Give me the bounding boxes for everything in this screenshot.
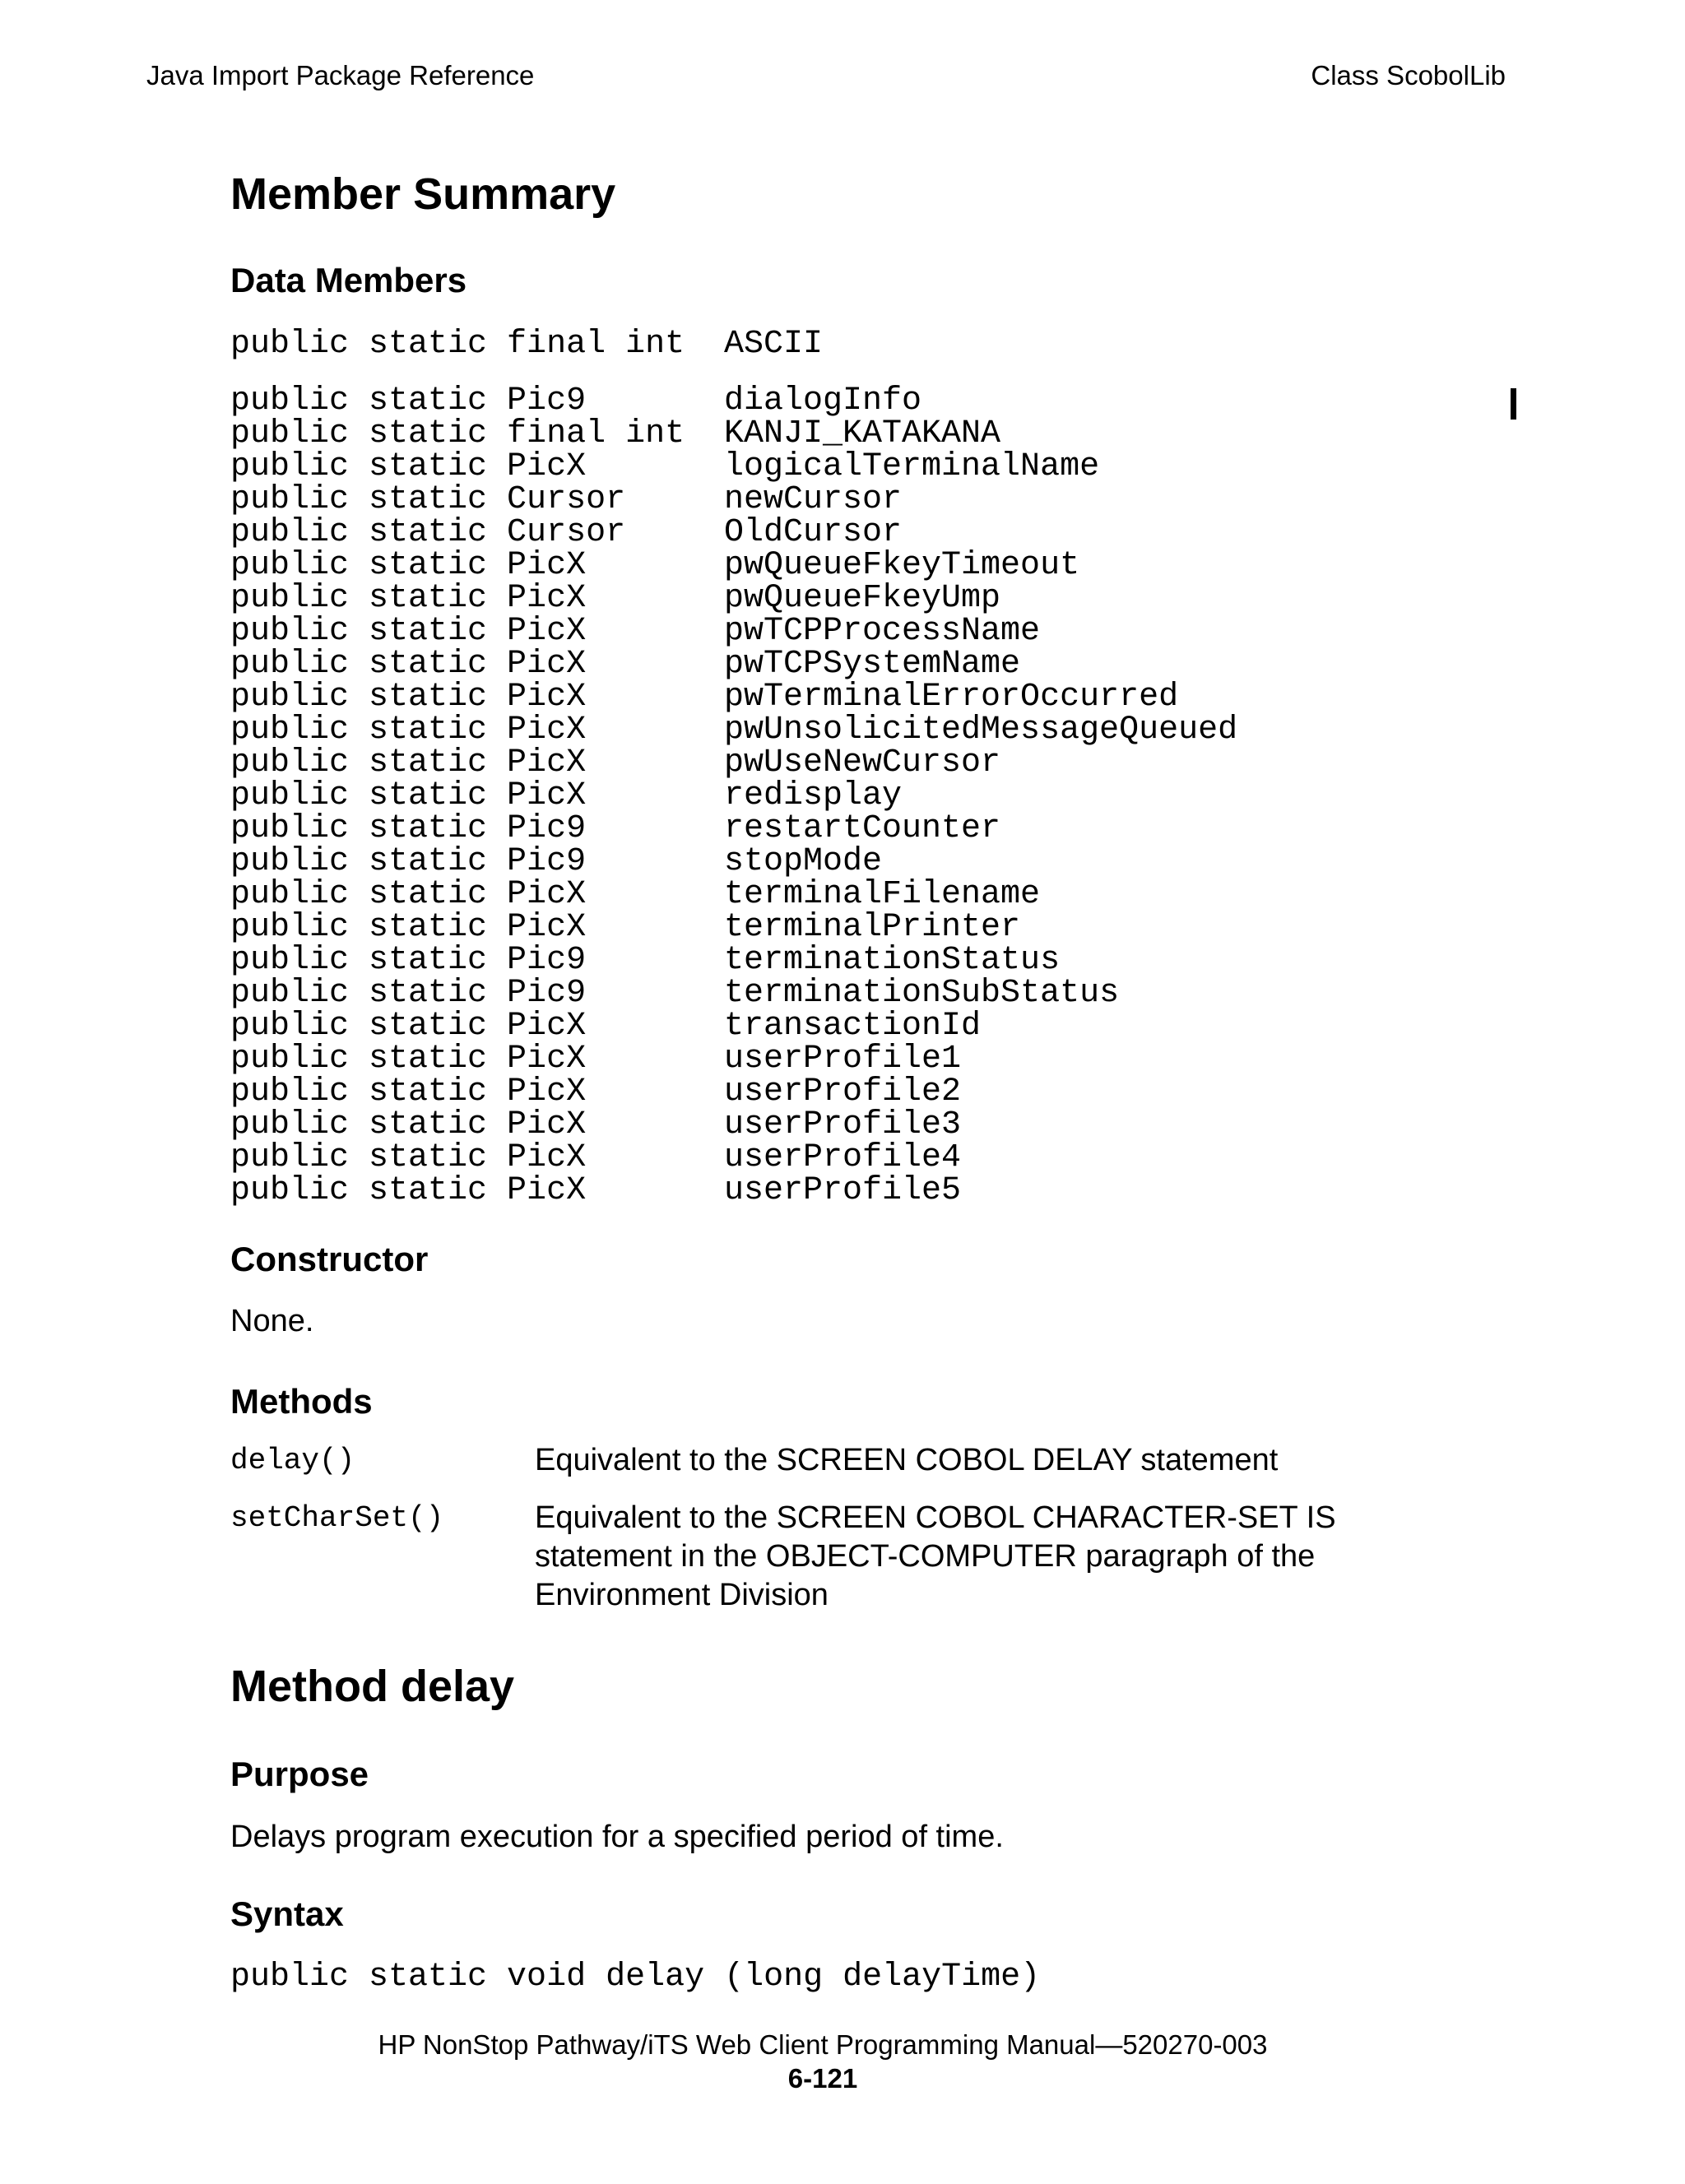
member-name: userProfile1 [724,1041,962,1078]
member-declaration: public static PicX [230,448,587,485]
method-row-delay [230,1441,1465,1482]
member-declaration: public static PicX [230,744,587,781]
member-declaration: public static PicX [230,777,587,814]
member-name: userProfile2 [724,1073,962,1111]
member-name: KANJI_KATAKANA [724,415,1001,452]
method-name: delay() [230,1444,355,1477]
member-name: transactionId [724,1008,982,1045]
member-summary-title: Member Summary [230,169,616,219]
member-declaration: public static PicX [230,712,587,749]
purpose-heading: Purpose [230,1755,369,1793]
method-name: setCharSet() [230,1501,444,1535]
member-name: newCursor [724,481,903,518]
member-name: restartCounter [724,810,1001,847]
member-declaration: public static PicX [230,679,587,716]
purpose-text: Delays program execution for a specified period of time. [230,1820,1004,1854]
member-row-ascii [230,328,1382,361]
footer-page-number: 6-121 [787,2063,858,2094]
member-declaration: public static Pic9 [230,810,587,847]
member-declaration: public static PicX [230,580,587,617]
change-bar [1511,388,1516,420]
running-header-left: Java Import Package Reference [146,60,535,90]
member-declaration: public static PicX [230,1172,587,1209]
method-description: Equivalent to the SCREEN COBOL CHARACTER-SET IS statement in the OBJECT-COMPUTER paragraph of the Environment Division [535,1500,1336,1612]
method-row-setcharset [230,1499,1465,1622]
member-declaration: public static PicX [230,876,587,913]
syntax-heading: Syntax [230,1894,344,1933]
member-declaration: public static PicX [230,1106,587,1143]
member-name: terminalPrinter [724,909,1021,946]
member-name: terminationSubStatus [724,975,1120,1012]
member-name: ASCII [724,326,824,363]
member-name: logicalTerminalName [724,448,1100,485]
constructor-text: None. [230,1304,314,1338]
member-name: userProfile4 [724,1139,962,1176]
member-name: userProfile5 [724,1172,962,1209]
method-description: Equivalent to the SCREEN COBOL DELAY statement [535,1443,1279,1477]
member-declaration: public static Pic9 [230,942,587,979]
member-declaration: public static PicX [230,1008,587,1045]
member-declaration: public static PicX [230,1139,587,1176]
member-name: pwTCPProcessName [724,613,1041,650]
member-declaration: public static PicX [230,909,587,946]
member-declaration: public static Pic9 [230,843,587,880]
member-name: pwQueueFkeyUmp [724,580,1001,617]
method-delay-title: Method delay [230,1662,515,1711]
member-declaration: public static Pic9 [230,383,587,420]
syntax-code: public static void delay (long delayTime) [230,1959,1041,1996]
member-name: redisplay [724,777,903,814]
member-name: pwQueueFkeyTimeout [724,547,1080,584]
member-name: pwTerminalErrorOccurred [724,679,1179,716]
member-declaration: public static PicX [230,613,587,650]
running-header-right: Class ScobolLib [1311,60,1506,90]
member-declaration: public static Cursor [230,481,626,518]
member-declaration: public static PicX [230,1073,587,1111]
member-name: dialogInfo [724,383,922,420]
member-name: pwTCPSystemName [724,646,1021,683]
member-declaration: public static Cursor [230,514,626,551]
member-declaration: public static final int [230,415,685,452]
member-declaration: public static Pic9 [230,975,587,1012]
member-name: pwUnsolicitedMessageQueued [724,712,1238,749]
member-declaration: public static PicX [230,547,587,584]
member-declaration: public static PicX [230,1041,587,1078]
member-declaration: public static PicX [230,646,587,683]
footer-manual-title: HP NonStop Pathway/iTS Web Client Programming Manual—520270-003 [378,2029,1268,2060]
member-name: userProfile3 [724,1106,962,1143]
member-name: pwUseNewCursor [724,744,1001,781]
member-name: terminationStatus [724,942,1061,979]
member-declaration: public static final int [230,326,685,363]
methods-heading: Methods [230,1382,373,1421]
member-name: OldCursor [724,514,903,551]
member-name: terminalFilename [724,876,1041,913]
constructor-heading: Constructor [230,1240,429,1278]
data-members-heading: Data Members [230,261,467,299]
member-name: stopMode [724,843,883,880]
